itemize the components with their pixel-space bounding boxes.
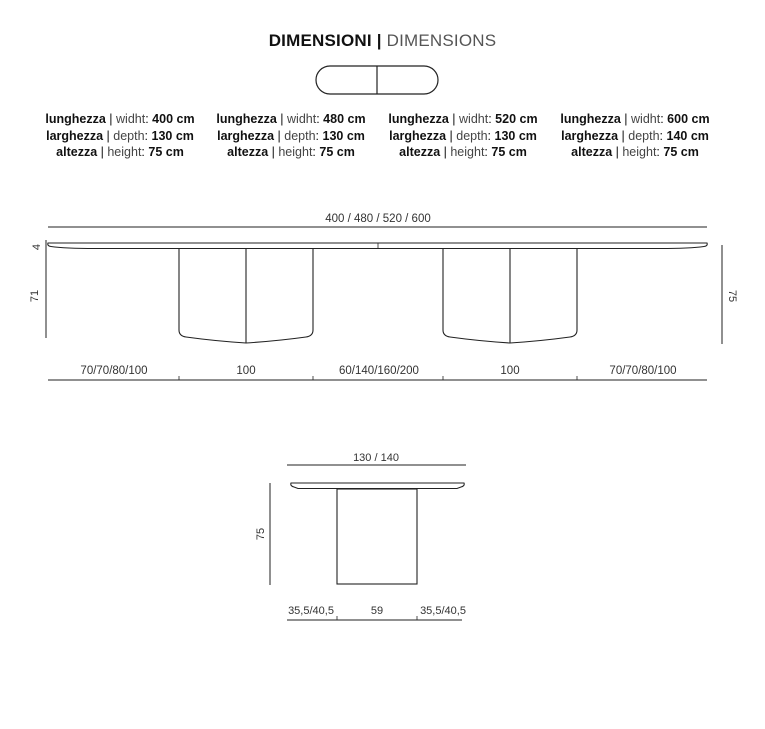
front-total-height-label: 75 (726, 289, 738, 303)
front-segment-label: 60/140/160/200 (339, 365, 419, 377)
title-it: DIMENSIONI (268, 31, 372, 50)
spec-length-row: lunghezza | widht: 600 cm (560, 112, 710, 126)
spec-length-row: lunghezza | widht: 400 cm (45, 112, 195, 126)
title-separator: | (376, 31, 382, 50)
front-segment-label: 100 (500, 365, 520, 377)
side-height-label: 75 (255, 527, 267, 541)
spec-height-row: altezza | height: 75 cm (571, 145, 699, 159)
spec-length-row: lunghezza | widht: 520 cm (388, 112, 538, 126)
side-depth-label: 130 / 140 (353, 452, 399, 464)
front-segment-label: 70/70/80/100 (80, 365, 148, 377)
spec-length-row: lunghezza | widht: 480 cm (216, 112, 366, 126)
side-segment-label: 35,5/40,5 (420, 605, 466, 617)
title-en: DIMENSIONS (386, 31, 497, 50)
front-top-thickness-label: 4 (31, 243, 43, 251)
front-segment-label: 100 (236, 365, 256, 377)
spec-depth-row: larghezza | depth: 140 cm (561, 128, 709, 143)
spec-height-row: altezza | height: 75 cm (56, 145, 184, 159)
front-base-height-label: 71 (29, 289, 41, 303)
side-table-top (291, 483, 464, 489)
spec-height-row: altezza | height: 75 cm (399, 145, 527, 159)
side-segment-label: 35,5/40,5 (288, 605, 334, 617)
spec-depth-row: larghezza | depth: 130 cm (389, 128, 537, 143)
spec-height-row: altezza | height: 75 cm (227, 145, 355, 159)
side-pedestal (337, 489, 417, 584)
front-total-length-label: 400 / 480 / 520 / 600 (325, 213, 431, 225)
side-segment-label: 59 (370, 605, 384, 617)
spec-depth-row: larghezza | depth: 130 cm (217, 128, 365, 143)
front-segment-label: 70/70/80/100 (609, 365, 677, 377)
spec-depth-row: larghezza | depth: 130 cm (46, 128, 194, 143)
